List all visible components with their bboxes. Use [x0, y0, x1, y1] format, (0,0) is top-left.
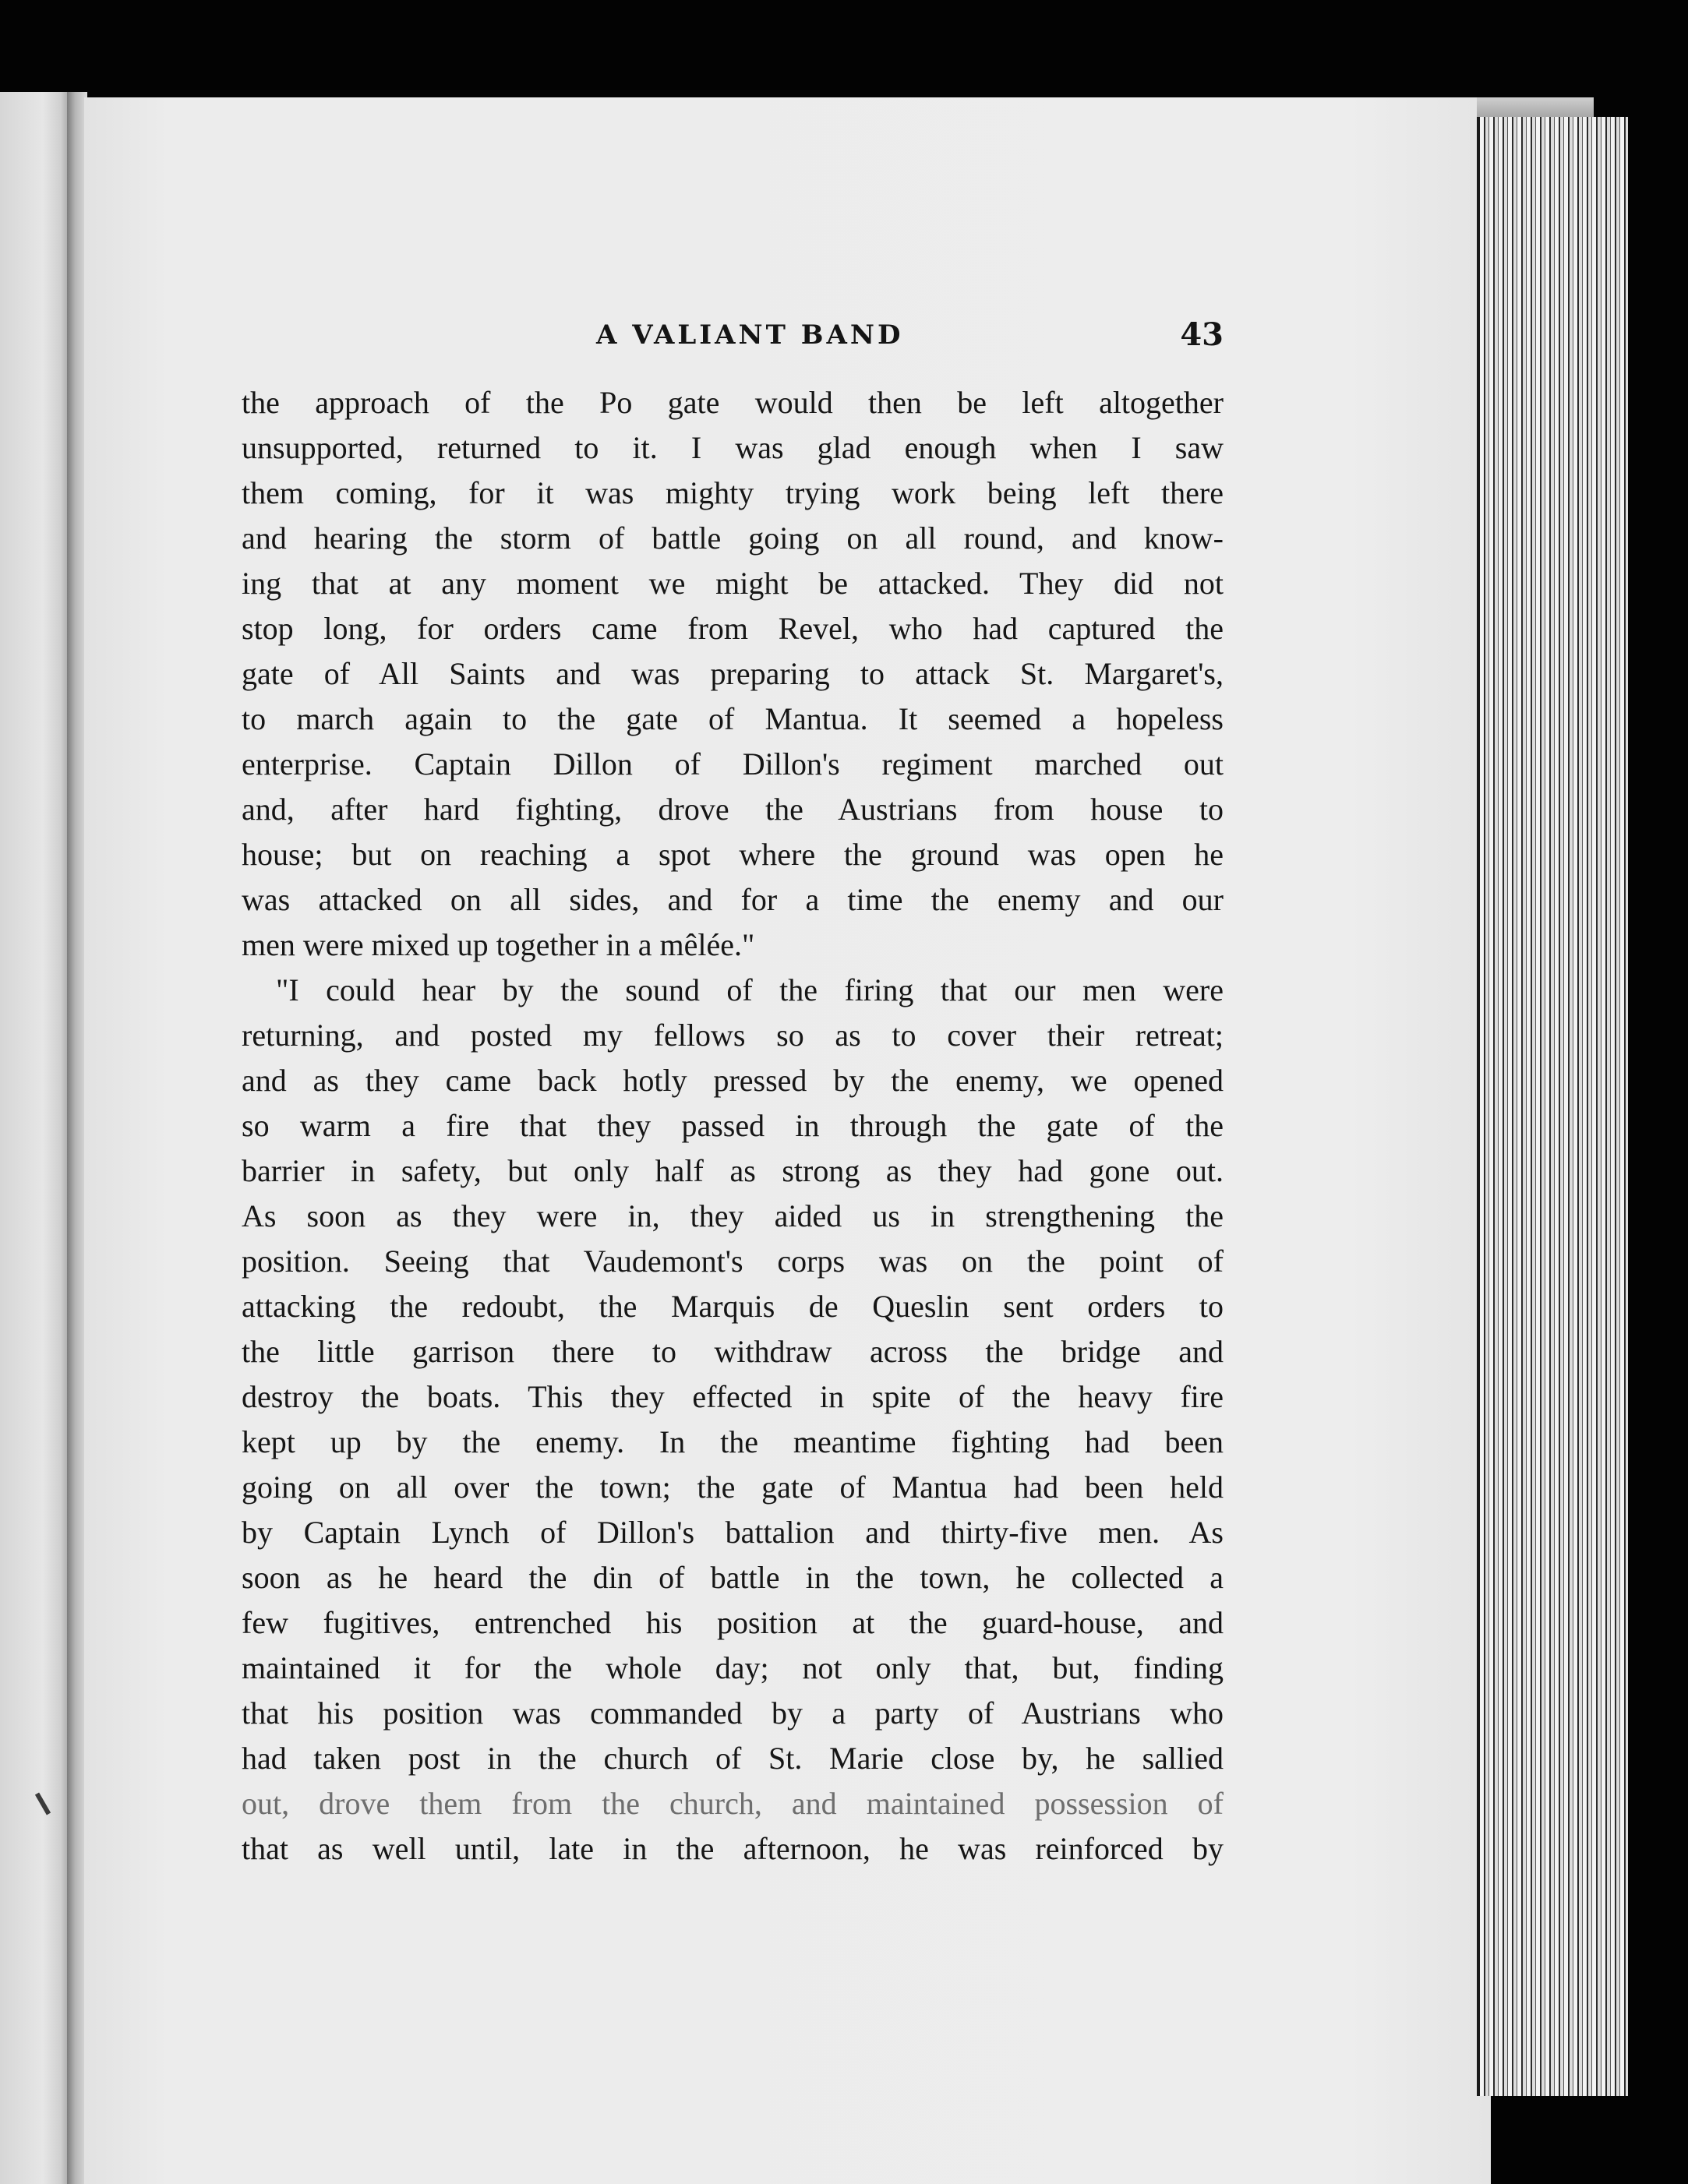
- text-line: and hearing the storm of battle going on all round, and know-: [242, 520, 1224, 556]
- text-line: enterprise. Captain Dillon of Dillon's regiment marched out: [242, 746, 1224, 782]
- text-line: the little garrison there to withdraw across the bridge and: [242, 1334, 1224, 1369]
- text-line: ing that at any moment we might be attacked. They did not: [242, 566, 1224, 601]
- running-title: A VALIANT BAND: [596, 319, 904, 351]
- text-line: few fugitives, entrenched his position at the guard-house, and: [242, 1605, 1224, 1640]
- body-text: [242, 380, 1224, 1872]
- text-line: unsupported, returned to it. I was glad enough when I saw: [242, 430, 1224, 465]
- text-line-faded: out, drove them from the church, and maintained possession of: [242, 1786, 1224, 1821]
- text-line: to march again to the gate of Mantua. It seemed a hopeless: [242, 701, 1224, 736]
- text-line: and, after hard fighting, drove the Austrians from house to: [242, 792, 1224, 827]
- text-line: gate of All Saints and was preparing to attack St. Margaret's,: [242, 656, 1224, 691]
- text-line: position. Seeing that Vaudemont's corps was on the point of: [242, 1244, 1224, 1279]
- text-line: returning, and posted my fellows so as to cover their retreat;: [242, 1018, 1224, 1053]
- text-line: house; but on reaching a spot where the ground was open he: [242, 837, 1224, 872]
- text-line: barrier in safety, but only half as strong as they had gone out.: [242, 1153, 1224, 1188]
- paragraph-first-line: "I could hear by the sound of the firing that our men were: [276, 972, 1224, 1007]
- left-page-edge: [0, 92, 72, 2184]
- text-line: had taken post in the church of St. Marie close by, he sallied: [242, 1741, 1224, 1776]
- text-line: maintained it for the whole day; not only that, but, finding: [242, 1650, 1224, 1685]
- text-line: kept up by the enemy. In the meantime fighting had been: [242, 1424, 1224, 1459]
- text-line: and as they came back hotly pressed by the enemy, we opened: [242, 1063, 1224, 1098]
- text-line: attacking the redoubt, the Marquis de Queslin sent orders to: [242, 1289, 1224, 1324]
- text-line: that his position was commanded by a party of Austrians who: [242, 1695, 1224, 1731]
- text-line: was attacked on all sides, and for a time the enemy and our: [242, 882, 1224, 917]
- page-stack-edges: [1477, 117, 1628, 2096]
- text-line: so warm a fire that they passed in through the gate of the: [242, 1108, 1224, 1143]
- text-line: by Captain Lynch of Dillon's battalion and thirty-five men. As: [242, 1515, 1224, 1550]
- text-line: that as well until, late in the afternoon, he was reinforced by: [242, 1831, 1224, 1866]
- running-head: [242, 312, 1224, 358]
- paragraph-end-line: men were mixed up together in a mêlée.": [242, 927, 755, 962]
- text-line: going on all over the town; the gate of Mantua had been held: [242, 1470, 1224, 1505]
- text-line: As soon as they were in, they aided us in strengthening the: [242, 1198, 1224, 1233]
- text-line: soon as he heard the din of battle in the town, he collected a: [242, 1560, 1224, 1595]
- text-line: destroy the boats. This they effected in spite of the heavy fire: [242, 1379, 1224, 1414]
- text-line: them coming, for it was mighty trying work being left there: [242, 475, 1224, 510]
- page-number: 43: [1180, 316, 1224, 353]
- text-line: stop long, for orders came from Revel, who had captured the: [242, 611, 1224, 646]
- text-line: the approach of the Po gate would then be left altogether: [242, 385, 1224, 420]
